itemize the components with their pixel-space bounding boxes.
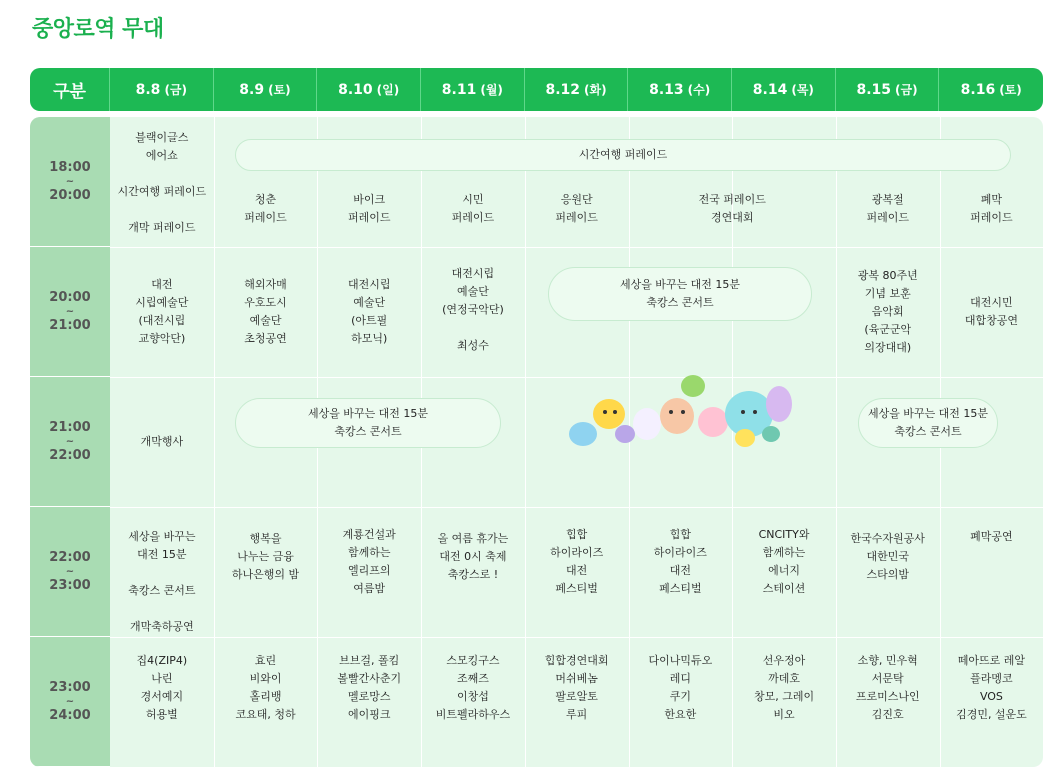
cell-line: 퍼레이드 [451,211,495,224]
cell-line: 선우정아 [762,654,806,667]
row-divider [110,637,1043,638]
header-date: 8.16 [960,81,996,98]
event-cell [421,257,525,363]
event-cell [110,377,214,507]
schedule-grid [30,117,1043,767]
cell-line: 대전 [669,564,691,577]
header-weekday: (금) [895,83,918,97]
cell-line: 축캉스 콘서트 [646,296,714,309]
cell-line: 대전 0시 축제 [439,550,507,563]
cell-line: 대전 [566,564,588,577]
header-date: 8.15 [856,81,892,98]
cell-line [160,600,164,618]
cell-line: 떼아뜨로 레알 [957,654,1026,667]
time-end: 22:00 [49,447,91,463]
event-cell [732,517,836,607]
cell-line: 에어쇼 [145,149,178,162]
cell-line: 시간여행 퍼레이드 [578,148,668,161]
cell-line: 대한민국 [866,550,909,563]
cell-line: 퍼레이드 [866,211,909,224]
header-day [836,68,940,111]
cell-line: 예술단 [249,314,282,327]
cell-line: 시립예술단 [135,296,189,309]
cell-line: 페스티벌 [659,582,702,595]
time-end: 20:00 [49,187,91,203]
header-day [214,68,318,111]
time-start: 18:00 [49,159,91,175]
event-cell [629,517,733,607]
performer-cell [940,643,1043,733]
cell-line: 힙합경연대회 [544,654,609,667]
parade-banner [235,139,1011,171]
concert-banner [548,267,812,321]
event-cell [214,179,318,239]
cell-line: 시민 [462,193,484,206]
schedule-header [30,68,1043,111]
event-cell [940,247,1043,377]
cell-line: CNCITY와 [758,528,810,541]
header-date: 8.13 [649,81,684,98]
cell-line: 프로미스나인 [855,690,920,703]
header-day [317,68,421,111]
cell-line: 코요태, 청하 [235,708,296,721]
time-end: 21:00 [49,317,91,333]
performer-cell [629,643,733,733]
cell-line: 퍼레이드 [244,211,287,224]
row-divider [110,507,1043,508]
event-cell [110,517,214,647]
cell-line: 세상을 바꾸는 [128,530,196,543]
concert-banner-left [235,398,501,448]
cell-line: (연정국악단) [442,303,504,316]
cell-line: 팔로알토 [555,690,598,703]
cell-line: 김경민, 설운도 [956,708,1027,721]
cell-line: 다이나믹듀오 [648,654,713,667]
event-cell [836,247,940,377]
header-day [732,68,836,111]
cell-line: 함께하는 [347,546,391,559]
page-title: 중앙로역 무대 [32,17,164,42]
cell-line: 에너지 [768,564,800,577]
cell-line: 쿠기 [669,690,691,703]
cell-line: 시간여행 퍼레이드 [117,185,207,198]
performer-cell [421,643,525,733]
event-cell [317,179,421,239]
header-weekday: (일) [376,83,400,97]
header-date: 8.8 [135,81,161,98]
cell-line: 예술단 [456,285,489,298]
cell-line: 하모닉) [351,332,388,345]
header-day [525,68,629,111]
cell-line: VOS [979,690,1003,703]
cell-line: 경서예지 [140,690,184,703]
event-cell [836,517,940,597]
cell-line: 루피 [566,708,588,721]
time-end: 23:00 [49,577,91,593]
cell-line: 우호도시 [244,296,287,309]
cell-line: 멜로망스 [347,690,391,703]
cell-line: 기념 보훈 [864,287,911,300]
time-start: 23:00 [49,679,91,695]
cell-line: 의장대대) [864,341,912,354]
cell-line: 퍼레이드 [555,211,598,224]
cell-line: 엘리프의 [347,564,391,577]
performer-cell [214,643,318,733]
cell-line: 폐막공연 [970,530,1013,543]
cell-line: 폐막 [980,193,1003,206]
cell-line: 나누는 금융 [237,550,294,563]
cell-line: 대전시립 [451,267,495,280]
mascot-characters-icon [563,372,793,457]
header-weekday: (화) [584,83,607,97]
cell-line: 개막축하공연 [129,620,194,633]
time-start: 21:00 [49,419,91,435]
event-cell [110,247,214,377]
cell-line: 예술단 [353,296,386,309]
performer-cell [317,643,421,733]
cell-line: 광복 80주년 [857,269,918,282]
cell-line: 대합창공연 [964,314,1018,327]
cell-line: 비와이 [249,672,282,685]
cell-line: 행복을 [249,532,282,545]
cell-line: 올 여름 휴가는 [437,532,509,545]
cell-line: 창모, 그레이 [753,690,815,703]
event-cell [525,517,629,607]
cell-line: 퍼레이드 [347,211,391,224]
event-cell [421,179,525,239]
cell-line: 대전 15분 [137,548,187,561]
event-cell [836,179,940,239]
header-weekday: (수) [687,83,711,97]
header-date: 8.9 [239,81,265,98]
header-day [421,68,525,111]
cell-line: 볼빨간사춘기 [337,672,402,685]
time-start: 20:00 [49,289,91,305]
event-cell [940,179,1043,239]
cell-line: 세상을 바꾸는 대전 15분 [307,407,429,420]
cell-line: 음악회 [871,305,904,318]
cell-line: 축캉스 콘서트 [334,425,402,438]
cell-line: 레디 [669,672,691,685]
time-sep: ~ [65,565,75,577]
header-label: 구분 [30,68,110,111]
cell-line: 하이라이즈 [653,546,707,559]
cell-line: 나린 [151,672,173,685]
event-cell [629,179,836,239]
header-weekday: (토) [268,83,291,97]
event-cell [317,517,421,607]
time-slot [30,637,110,767]
cell-line: 브브걸, 폴킴 [339,654,400,667]
cell-line: 교향악단) [138,332,186,345]
cell-line: 대전시민 [970,296,1013,309]
cell-line: 초청공연 [244,332,287,345]
cell-line: (아트필 [351,314,388,327]
cell-line: 블랙이글스 [135,131,189,144]
cell-line: 한국수자원공사 [850,532,925,545]
cell-line: 개막 퍼레이드 [128,221,196,234]
cell-line: (대전시립 [138,314,186,327]
cell-line: 효린 [254,654,277,667]
cell-line: 페스티벌 [555,582,598,595]
header-day [110,68,214,111]
time-start: 22:00 [49,549,91,565]
cell-line: 한요한 [664,708,697,721]
cell-line: 청춘 [254,193,277,206]
cell-line: 허용별 [145,708,178,721]
cell-line: 계룡건설과 [342,528,396,541]
cell-line: 퍼레이드 [970,211,1013,224]
cell-line: 김진호 [871,708,904,721]
cell-line: 소향, 민우혁 [857,654,918,667]
cell-line: 머쉬베놈 [555,672,598,685]
cell-line: 까데호 [768,672,800,685]
cell-line: 여름밤 [353,582,386,595]
cell-line: 축캉스로 ! [447,568,499,581]
cell-line: 스테이션 [762,582,806,595]
performer-cell [732,643,836,733]
event-cell [940,517,1043,557]
time-sep: ~ [65,435,75,447]
event-cell [525,179,629,239]
cell-line: 축캉스 콘서트 [128,584,196,597]
time-sep: ~ [65,695,75,707]
cell-line: 이창섭 [456,690,489,703]
cell-line: (육군군악 [864,323,912,336]
concert-banner-right [858,398,998,448]
time-end: 24:00 [49,707,91,723]
header-weekday: (금) [164,83,187,97]
time-slot [30,377,110,507]
cell-line: 하이라이즈 [550,546,604,559]
cell-line: 대전시립 [347,278,391,291]
cell-line: 집4(ZIP4) [136,654,188,667]
cell-line: 해외자매 [244,278,287,291]
cell-line: 함께하는 [762,546,806,559]
performer-cell [525,643,629,733]
cell-line: 광복절 [871,193,904,206]
cell-line: 대전 [151,278,173,291]
cell-line: 플라멩코 [970,672,1013,685]
header-date: 8.12 [545,81,580,98]
event-cell [214,517,318,597]
header-date: 8.11 [441,81,477,98]
event-cell [214,247,318,377]
cell-line: 세상을 바꾸는 대전 15분 [867,407,989,420]
time-sep: ~ [65,175,75,187]
cell-line: 개막행사 [140,435,184,448]
cell-line: 힙합 [669,528,691,541]
cell-line: 비오 [773,708,795,721]
cell-line: 비트펠라하우스 [435,708,511,721]
time-slot [30,507,110,637]
time-column [30,117,110,767]
cell-line: 스타의밤 [866,568,909,581]
cell-line: 서문탁 [871,672,904,685]
cell-line [160,165,164,183]
event-cell [421,517,525,597]
cell-line [471,319,475,337]
cell-line: 축캉스 콘서트 [894,425,962,438]
header-date: 8.14 [752,81,788,98]
cell-line: 응원단 [560,193,593,206]
cell-line: 에이핑크 [347,708,391,721]
time-sep: ~ [65,305,75,317]
cell-line [160,564,164,582]
cell-line: 홀리뱅 [249,690,282,703]
cell-line: 최성수 [456,339,489,352]
header-day [939,68,1043,111]
performer-cell [110,643,214,733]
header-weekday: (목) [791,83,814,97]
cell-line: 바이크 [353,193,386,206]
header-weekday: (토) [999,83,1022,97]
event-cell [317,247,421,377]
header-day [628,68,732,111]
cell-line: 하나은행의 밤 [231,568,300,581]
cell-line: 세상을 바꾸는 대전 15분 [619,278,741,291]
performer-cell [836,643,940,733]
cell-line: 스모킹구스 [446,654,500,667]
cell-line [160,201,164,219]
header-weekday: (월) [480,83,503,97]
cell-line: 조째즈 [456,672,489,685]
time-slot [30,247,110,377]
event-cell [110,121,214,245]
cell-line: 경연대회 [710,211,754,224]
cell-line: 힙합 [566,528,588,541]
cell-line: 전국 퍼레이드 [698,193,766,206]
header-date: 8.10 [338,81,373,98]
time-slot [30,117,110,247]
